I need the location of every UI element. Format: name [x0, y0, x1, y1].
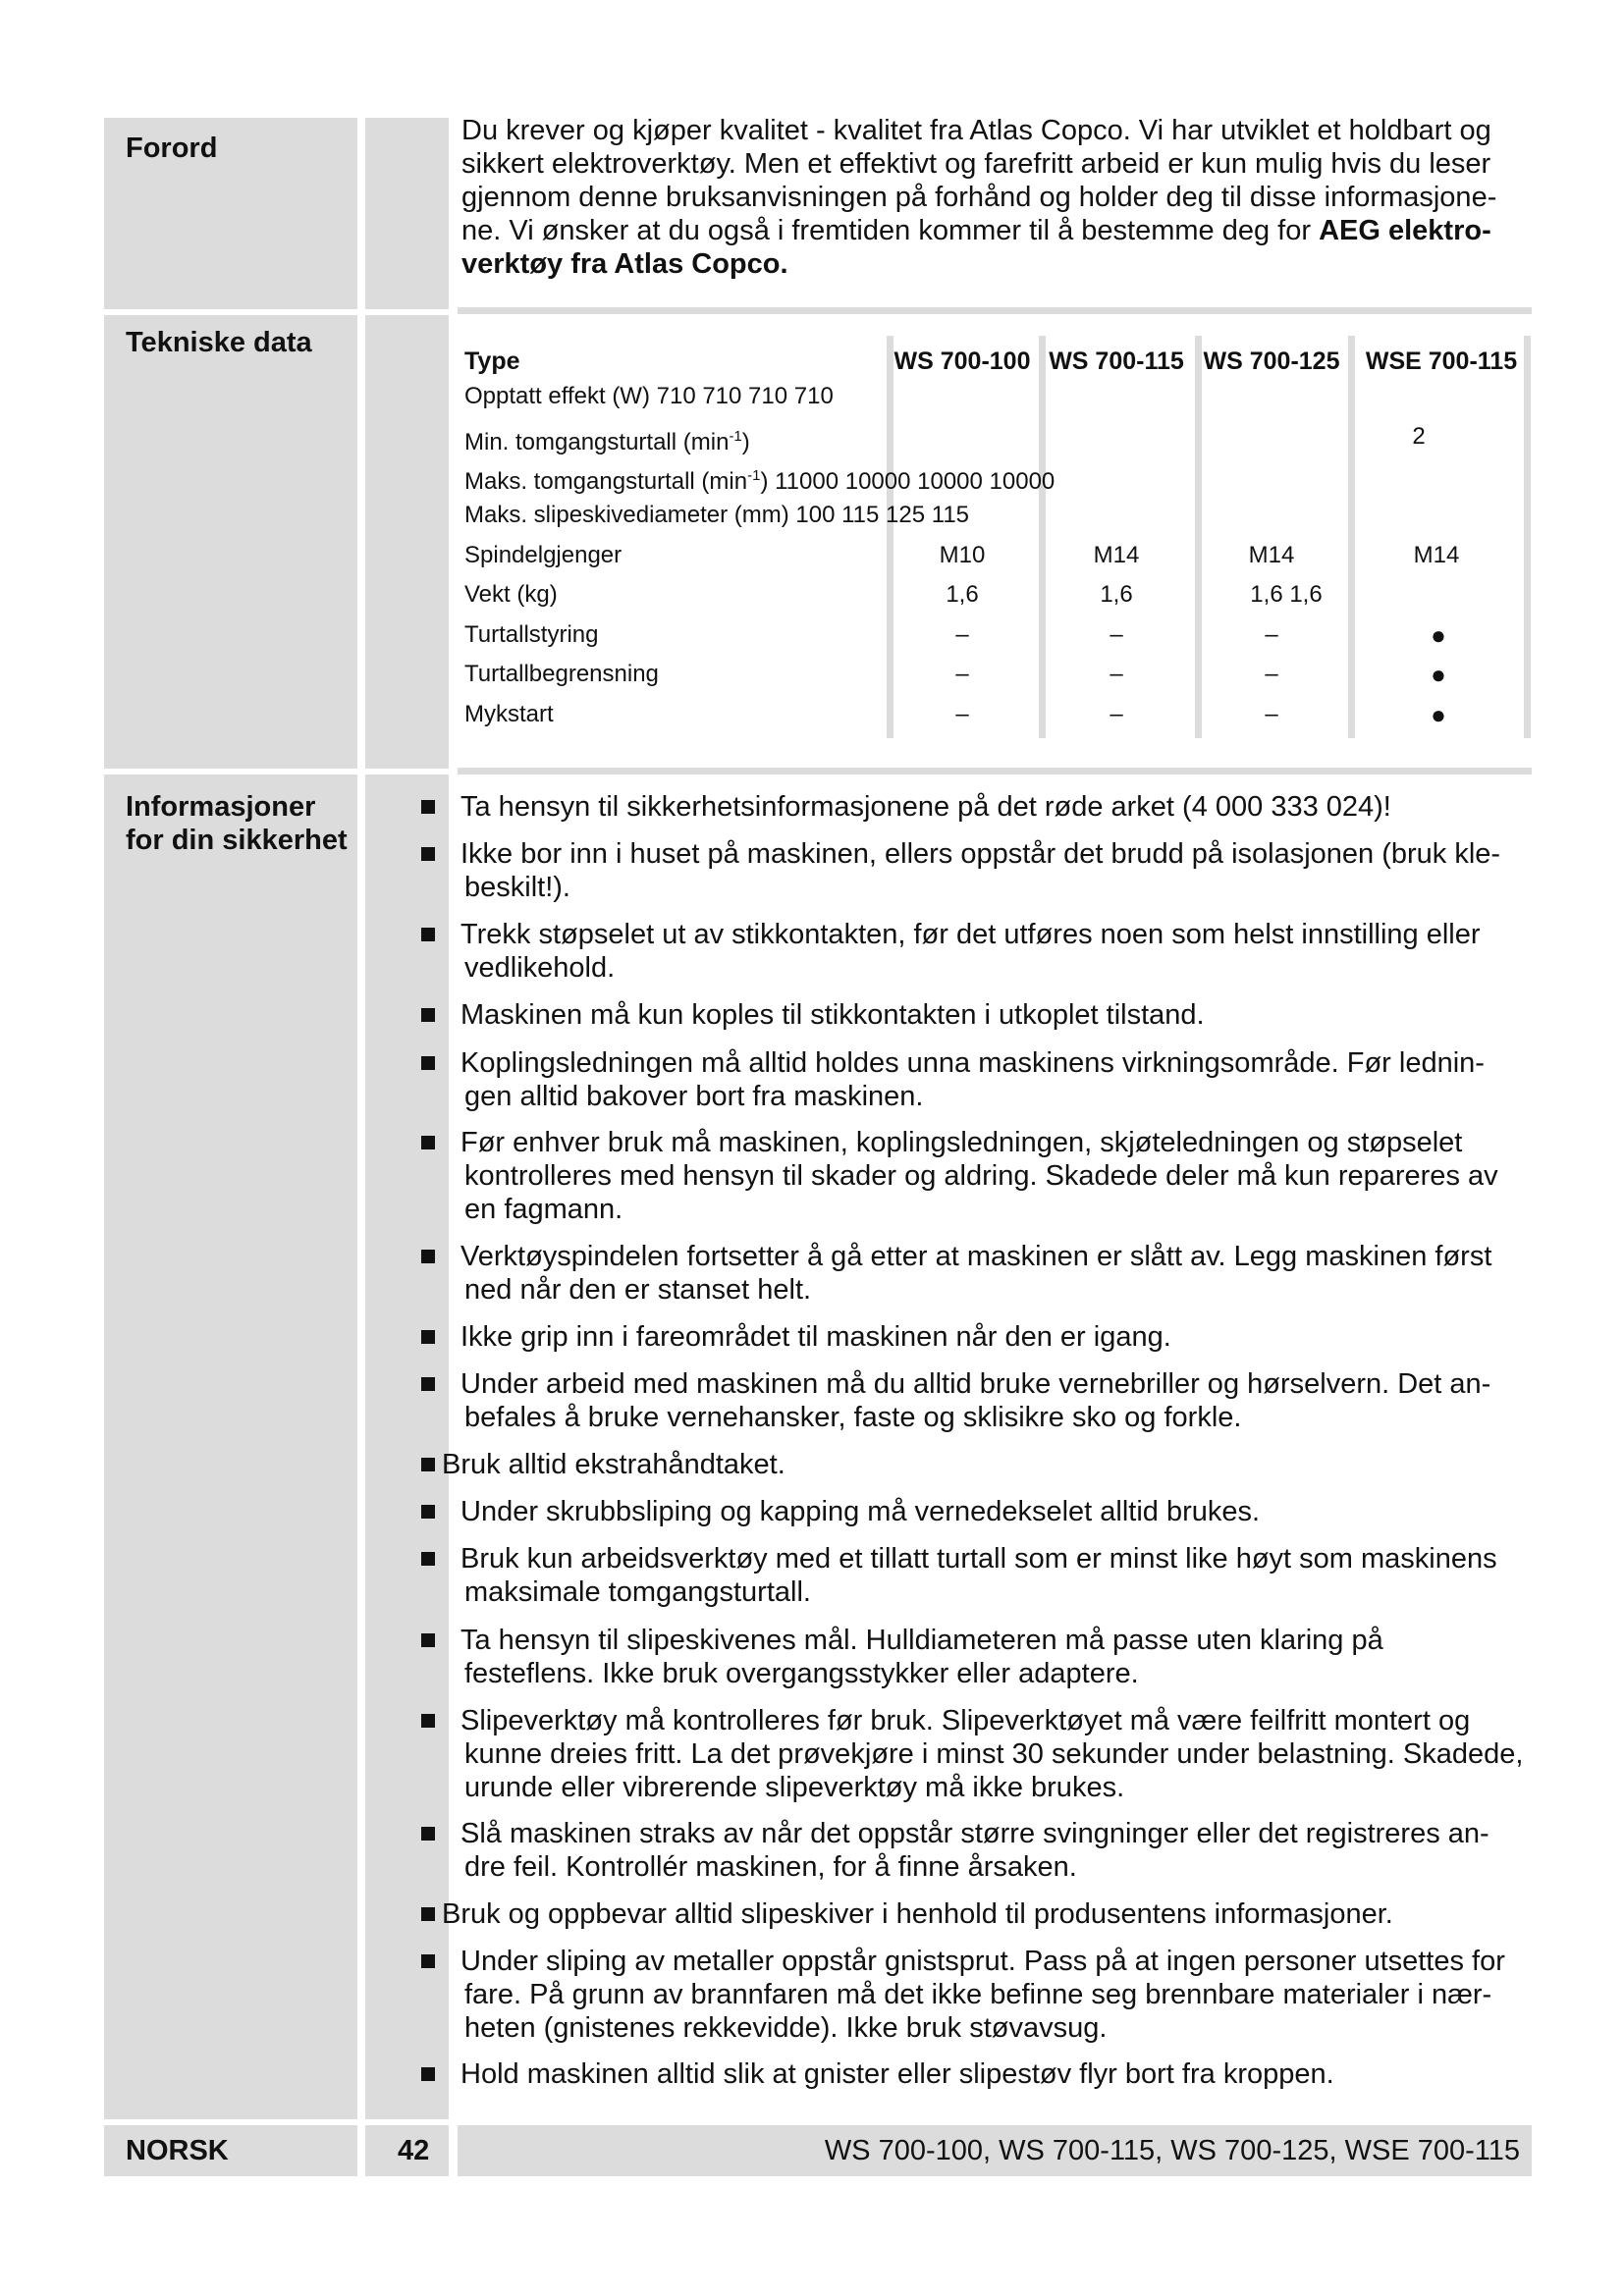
list-item-line: Før enhver bruk må maskinen, koplingsledningen, skjøteledningen og støpselet: [460, 1127, 1463, 1158]
table-cell: –: [1110, 621, 1123, 648]
list-item-line: Under skrubbsliping og kapping må vernedekselet alltid brukes.: [460, 1496, 1261, 1527]
list-item-line: kunne dreies fritt. La det prøvekjøre i minst 30 sekunder under belastning. Skadede,: [464, 1738, 1524, 1770]
list-item-line: maksimale tomgangsturtall.: [464, 1576, 811, 1608]
table-cell: M14: [1248, 542, 1295, 568]
square-bullet-icon: [421, 1330, 435, 1344]
table-row-label-tail: ) 11000 10000 10000 10000: [760, 468, 1056, 495]
superscript: -1: [729, 428, 742, 445]
table-cell: 1,6: [1100, 581, 1133, 608]
table-header-type: Type: [464, 347, 520, 375]
list-item-line: Ikke bor inn i huset på maskinen, ellers oppstår det brudd på isolasjonen (bruk kle-: [460, 838, 1501, 870]
list-item-line: Trekk støpselet ut av stikkontakten, før det utføres noen som helst innstilling eller: [460, 919, 1481, 950]
list-item-line: Ta hensyn til sikkerhetsinformasjonene på det røde arket (4 000 333 024)!: [460, 791, 1391, 823]
table-cell: –: [1265, 661, 1278, 687]
foreword-line: [461, 247, 1534, 281]
list-item-line: Maskinen må kun koples til stikkontakten i utkoplet tilstand.: [460, 999, 1205, 1031]
list-item-line: Bruk alltid ekstrahåndtaket.: [442, 1449, 785, 1480]
list-item-line: Slipeverktøy må kontrolleres før bruk. Slipeverktøyet må være feilfritt montert og: [460, 1705, 1471, 1736]
table-row-label: Vekt (kg): [464, 581, 558, 608]
section-label-foreword: Forord: [126, 133, 218, 164]
list-item-text: [460, 1240, 1533, 1307]
list-item-line: kontrolleres med hensyn til skader og aldring. Skadede deler må kun repareres av: [464, 1160, 1498, 1192]
table-row-label: [464, 456, 1055, 496]
table-cell: 1,6 1,6: [1250, 581, 1323, 608]
foreword-paragraph: [461, 114, 1534, 281]
table-cell: M14: [1413, 542, 1460, 568]
table-cell: 2: [1412, 423, 1426, 450]
table-cell: –: [1265, 701, 1278, 727]
square-bullet-icon: [421, 1714, 435, 1728]
table-cell: 1,6: [946, 581, 979, 608]
sidebar-block-safety: [104, 774, 357, 2119]
list-item-line: festeflens. Ikke bruk overgangsstykker eller adaptere.: [464, 1658, 1139, 1689]
square-bullet-icon: [421, 1954, 435, 1968]
list-item-line: Ikke grip inn i fareområdet til maskinen når den er igang.: [460, 1321, 1171, 1353]
list-item-text: [460, 1126, 1533, 1226]
section-label-safety: [126, 790, 348, 857]
square-bullet-icon: [421, 1250, 435, 1263]
list-item-text: [460, 2057, 1533, 2091]
table-row-label-text: Min. tomgangsturtall (min: [464, 429, 730, 455]
table-row-label-text: Maks. tomgangsturtall (min: [464, 468, 748, 495]
square-bullet-icon: [421, 1136, 435, 1149]
list-item-line: fare. På grunn av brannfaren må det ikke befinne seg brennbare materialer i nær-: [464, 1979, 1492, 2010]
list-item-text: [460, 1542, 1533, 1609]
table-cell: –: [1265, 621, 1278, 648]
list-item-line: Slå maskinen straks av når det oppstår større svingninger eller det registreres an-: [460, 1818, 1489, 1849]
table-cell: M10: [939, 542, 986, 568]
list-item-text: [460, 918, 1533, 985]
square-bullet-icon: [421, 1008, 435, 1022]
list-item-line: beskilt!).: [464, 872, 570, 903]
table-header-model: WS 700-115: [1049, 347, 1184, 375]
list-item-line: ned når den er stanset helt.: [464, 1274, 812, 1306]
margin-block-safety: [365, 774, 449, 2119]
table-header-model: WS 700-100: [893, 347, 1031, 375]
table-header-model: WSE 700-115: [1365, 347, 1518, 375]
list-item-text: [460, 790, 1533, 824]
table-cell: –: [955, 701, 969, 727]
list-item-text: [442, 1897, 1532, 1931]
margin-block-tech: [365, 315, 449, 769]
square-bullet-icon: [421, 847, 435, 861]
sidebar-block-tech: [104, 315, 357, 769]
list-item-line: Under arbeid med maskinen må du alltid bruke vernebriller og hørselvern. Det an-: [460, 1368, 1491, 1400]
table-cell-dot: ●: [1431, 660, 1446, 689]
table-row-label: Spindelgjenger: [464, 542, 623, 568]
section-label-tech-data: Tekniske data: [126, 327, 312, 358]
square-bullet-icon: [421, 800, 435, 814]
square-bullet-icon: [421, 1907, 435, 1921]
foreword-line: Du krever og kjøper kvalitet - kvalitet fra Atlas Copco. Vi har utviklet et holdbart og: [461, 115, 1491, 146]
square-bullet-icon: [421, 1056, 435, 1070]
list-item-line: gen alltid bakover bort fra maskinen.: [464, 1081, 924, 1112]
foreword-line: gjennom denne bruksanvisningen på forhånd og holder deg til disse informasjone-: [461, 182, 1497, 213]
list-item-line: Bruk kun arbeidsverktøy med et tillatt turtall som er minst like høyt som maskinens: [460, 1543, 1497, 1575]
table-cell: –: [955, 661, 969, 687]
table-cell: –: [1110, 701, 1123, 727]
section-label-safety-line1: Informasjoner: [126, 791, 316, 823]
list-item-text: [442, 1448, 1532, 1481]
list-item-line: Bruk og oppbevar alltid slipeskiver i henhold til produsentens informasjoner.: [442, 1898, 1393, 1930]
table-row-label: [464, 417, 750, 456]
list-item-text: [460, 1495, 1533, 1528]
square-bullet-icon: [421, 2067, 435, 2081]
foreword-line: sikkert elektroverktøy. Men et effektivt og farefritt arbeid er kun mulig hvis du leser: [461, 148, 1491, 180]
table-cell-dot: ●: [1431, 620, 1446, 650]
divider: [458, 768, 1532, 774]
list-item-text: [460, 1367, 1533, 1434]
table-column-divider: [1348, 336, 1355, 738]
list-item-line: Koplingsledningen må alltid holdes unna maskinens virkningsområde. Før lednin-: [460, 1047, 1485, 1079]
table-cell: –: [1110, 661, 1123, 687]
brand-text: verktøy fra Atlas Copco.: [461, 248, 788, 280]
list-item-line: urunde eller vibrerende slipeverktøy må ikke brukes.: [464, 1772, 1125, 1803]
square-bullet-icon: [421, 928, 435, 941]
table-cell: M14: [1093, 542, 1140, 568]
list-item-line: Ta hensyn til slipeskivenes mål. Hulldiameteren må passe uten klaring på: [460, 1625, 1383, 1656]
table-row-label: Opptatt effekt (W) 710 710 710 710: [464, 383, 834, 409]
section-label-safety-line2: for din sikkerhet: [126, 825, 348, 856]
page-number: 42: [398, 2135, 430, 2166]
margin-block-foreword: [365, 118, 449, 309]
list-item-line: Hold maskinen alltid slik at gnister eller slipestøv flyr bort fra kroppen.: [460, 2058, 1334, 2090]
list-item-text: [460, 837, 1533, 904]
foreword-line: [461, 214, 1534, 247]
square-bullet-icon: [421, 1633, 435, 1647]
table-row-label: Turtallbegrensning: [464, 661, 659, 687]
list-item-line: Verktøyspindelen fortsetter å gå etter at maskinen er slått av. Legg maskinen først: [460, 1241, 1492, 1272]
list-item-text: [460, 1624, 1533, 1690]
table-row-label: Turtallstyring: [464, 621, 599, 648]
table-cell-dot: ●: [1431, 700, 1446, 729]
table-header-model: WS 700-125: [1203, 347, 1340, 375]
list-item-line: heten (gnistenes rekkevidde). Ikke bruk støvavsug.: [464, 2012, 1108, 2044]
table-row-label-tail: ): [741, 429, 750, 455]
footer-language: NORSK: [126, 2135, 229, 2166]
list-item-text: [460, 1817, 1533, 1884]
list-item-text: [460, 1046, 1533, 1113]
table-row-label: Mykstart: [464, 701, 554, 727]
square-bullet-icon: [421, 1552, 435, 1566]
table-column-divider: [1524, 336, 1531, 738]
square-bullet-icon: [421, 1458, 435, 1471]
list-item-text: [460, 1704, 1533, 1804]
square-bullet-icon: [421, 1827, 435, 1841]
list-item-text: [460, 1945, 1533, 2045]
brand-text: AEG elektro-: [1319, 215, 1491, 246]
list-item-line: Under sliping av metaller oppstår gnistsprut. Pass på at ingen personer utsettes for: [460, 1946, 1505, 1977]
list-item-line: en fagmann.: [464, 1194, 623, 1225]
superscript: -1: [747, 467, 761, 484]
table-row-label: Maks. slipeskivediameter (mm) 100 115 125 115: [464, 502, 970, 528]
list-item-text: [460, 998, 1533, 1032]
foreword-line-text: ne. Vi ønsker at du også i fremtiden kommer til å bestemme deg for: [461, 215, 1320, 246]
divider: [458, 307, 1532, 314]
square-bullet-icon: [421, 1505, 435, 1519]
footer-models: WS 700-100, WS 700-115, WS 700-125, WSE 700-115: [824, 2135, 1520, 2166]
list-item-text: [460, 1320, 1533, 1354]
list-item-line: befales å bruke vernehansker, faste og sklisikre sko og forkle.: [464, 1402, 1242, 1433]
list-item-line: dre feil. Kontrollér maskinen, for å finne årsaken.: [464, 1851, 1077, 1883]
table-cell: –: [955, 621, 969, 648]
square-bullet-icon: [421, 1377, 435, 1391]
list-item-line: vedlikehold.: [464, 952, 616, 984]
